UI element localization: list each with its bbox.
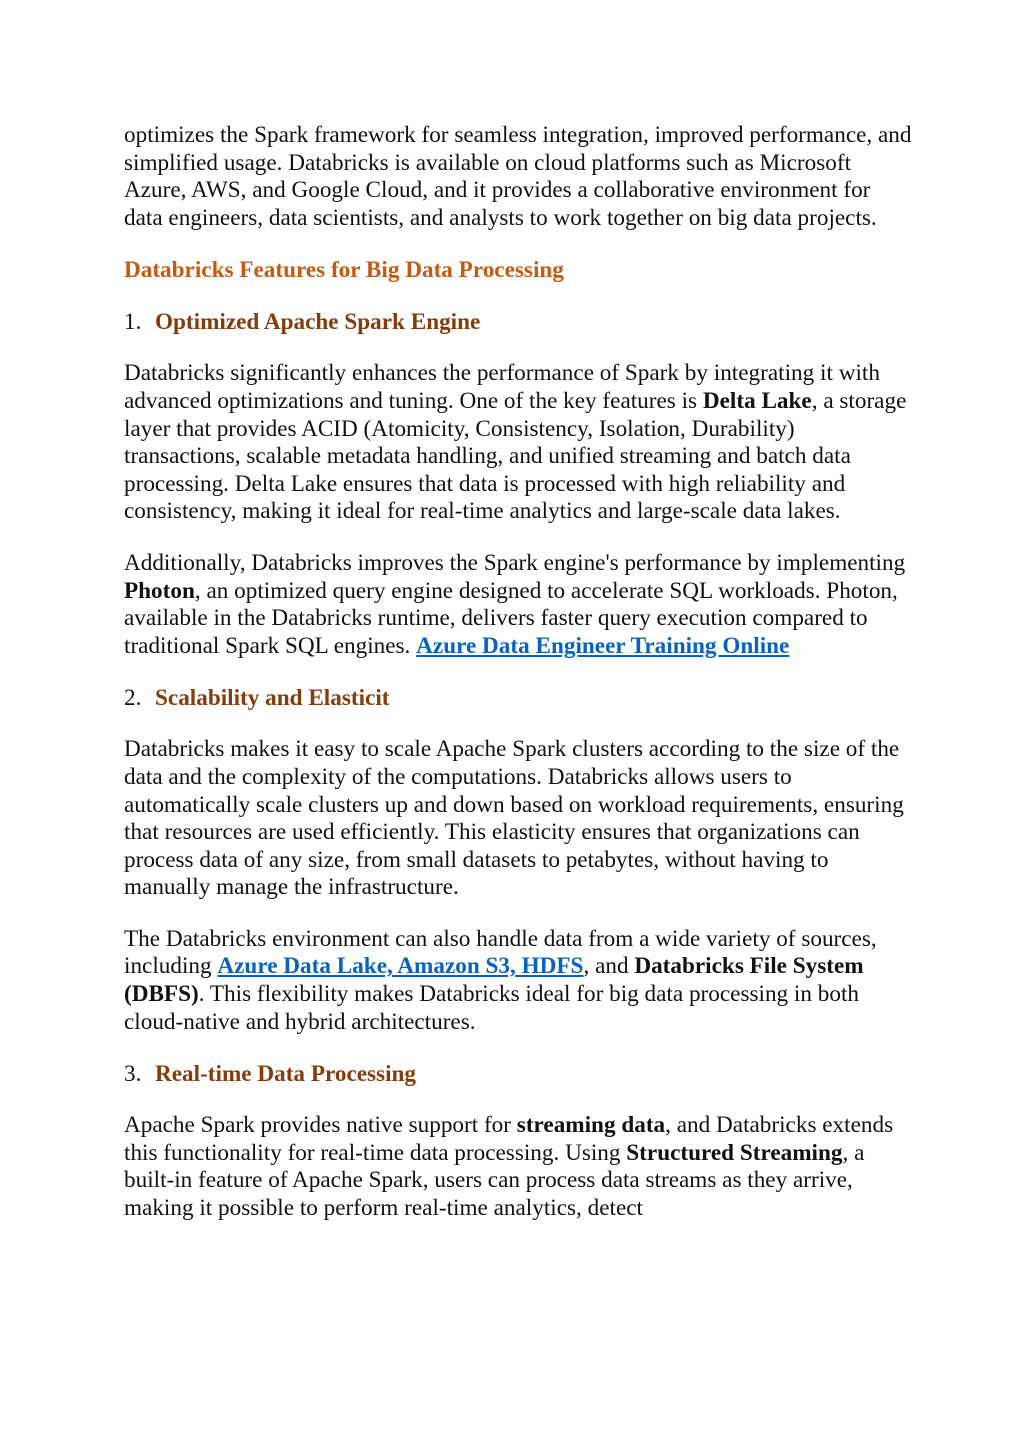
item-title: Scalability and Elasticit	[155, 685, 390, 712]
item-heading-3	[124, 1060, 914, 1088]
item2-paragraph-1: Databricks makes it easy to scale Apache Spark clusters according to the size of the data and the complexity of the computations. Databricks allows users to automatically scale clusters up and down based on workload requirements, ensuring that resources are used efficiently. This elasticity ensures that organizations can process data of any size, from small datasets to petabytes, without having to manually manage the infrastructure.	[124, 736, 904, 901]
data-sources-link[interactable]: Azure Data Lake, Amazon S3, HDFS	[217, 953, 584, 980]
item2-paragraph-2: The Databricks environment can also handle data from a wide variety of sources, including Azure Data Lake, Amazon S3, HDFS, and Databricks File System (DBFS). This flexibility makes Databricks ideal for big data processing in both cloud-native and hybrid architectures.	[124, 925, 877, 1035]
section-title: Databricks Features for Big Data Processing	[124, 257, 564, 284]
item-title: Optimized Apache Spark Engine	[155, 309, 481, 336]
bold-term: streaming data	[516, 1112, 666, 1139]
training-link[interactable]: Azure Data Engineer Training Online	[416, 632, 790, 659]
item-title: Real-time Data Processing	[155, 1061, 417, 1088]
intro-paragraph: optimizes the Spark framework for seamless integration, improved performance, and simplified usage. Databricks is available on cloud platforms such as Microsoft Azure, AWS, and Google Cloud, and it provides a collaborative environment for data engineers, data scientists, and analysts to work together on big data projects.	[124, 122, 912, 231]
item-number: 2.	[124, 685, 142, 712]
item3-paragraph-1: Apache Spark provides native support for streaming data, and Databricks extends this functionality for real-time data processing. Using Structured Streaming, a built-in feature of Apache Spark, users can process data streams as they arrive, making it possible to perform real-time analytics, detect	[124, 1112, 894, 1222]
item1-paragraph-2: Additionally, Databricks improves the Spark engine's performance by implementing Photon, an optimized query engine designed to accelerate SQL workloads. Photon, available in the Databricks runtime, delivers faster query execution compared to traditional Spark SQL engines. Azure Data Engineer Training Online	[124, 549, 906, 659]
item-number: 1.	[124, 309, 142, 336]
document-page	[124, 122, 914, 1223]
bold-term: Delta Lake	[702, 387, 812, 414]
item-heading-2	[124, 684, 914, 712]
bold-term: Databricks File System (DBFS)	[124, 953, 864, 1008]
bold-term: Structured Streaming	[626, 1139, 843, 1166]
item-heading-1	[124, 308, 914, 336]
bold-term: Photon	[124, 577, 195, 604]
item-number: 3.	[124, 1061, 142, 1088]
item1-paragraph-1: Databricks significantly enhances the performance of Spark by integrating it with advanced optimizations and tuning. One of the key features is Delta Lake, a storage layer that provides ACID (Atomicity, Consistency, Isolation, Durability) transactions, scalable metadata handling, and unified streaming and batch data processing. Delta Lake ensures that data is processed with high reliability and consistency, making it ideal for real-time analytics and large-scale data lakes.	[124, 360, 907, 525]
